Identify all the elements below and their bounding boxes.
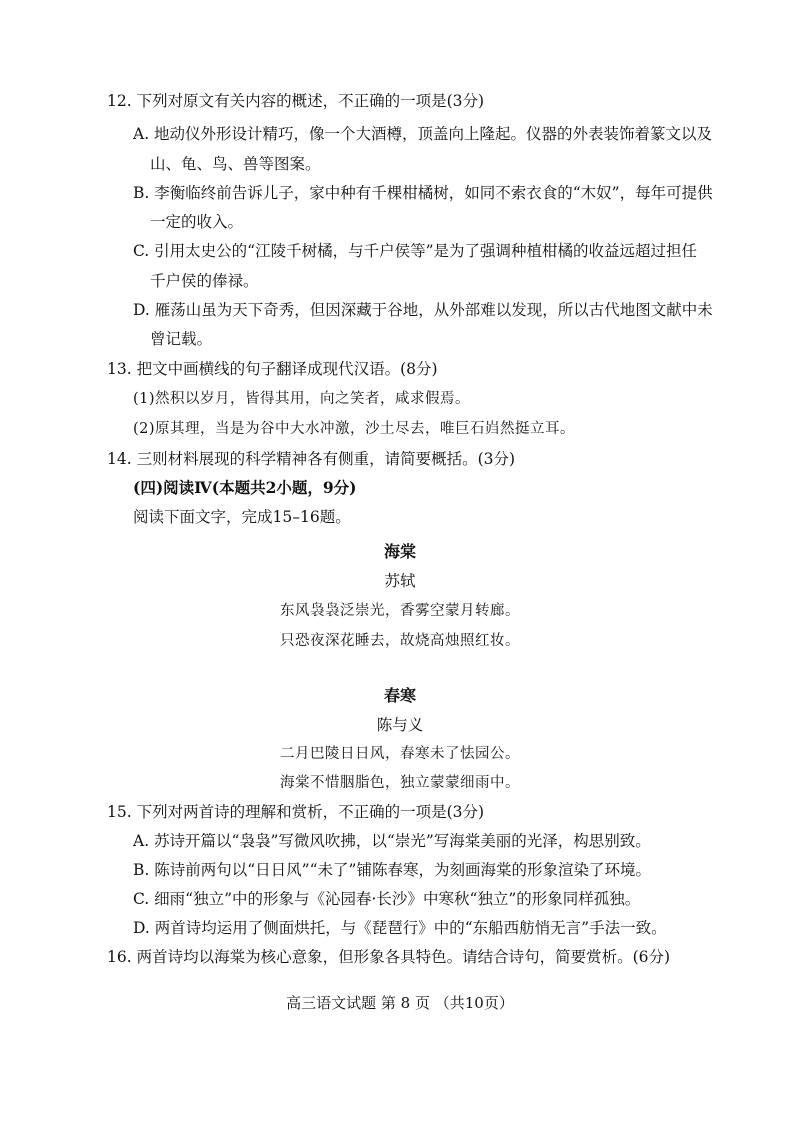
q15-option-b: B. 陈诗前两句以“日日风”“未了”铺陈春寒，为刻画海棠的形象渲染了环境。 xyxy=(133,861,651,879)
q12-option-c-cont: 千户侯的俸禄。 xyxy=(150,272,259,290)
poem-1-line-1: 东风袅袅泛崇光，香雾空蒙月转廊。 xyxy=(280,603,520,619)
poem-1-author: 苏轼 xyxy=(384,572,416,590)
q12-stem: 12. 下列对原文有关内容的概述，不正确的一项是(3分) xyxy=(107,92,485,110)
q15-stem: 15. 下列对两首诗的理解和赏析，不正确的一项是(3分) xyxy=(107,803,485,821)
page-footer: 高三语文试题 第 8 页 （共10页） xyxy=(286,994,514,1012)
q12-option-c: C. 引用太史公的“江陵千树橘，与千户侯等”是为了强调种植柑橘的收益远超过担任 xyxy=(133,242,698,260)
poem-1-title: 海棠 xyxy=(383,542,416,561)
q12-option-a: A. 地动仪外形设计精巧，像一个大酒樽，顶盖向上隆起。仪器的外表装饰着篆文以及 xyxy=(133,125,713,143)
poem-2-line-2: 海棠不惜胭脂色，独立蒙蒙细雨中。 xyxy=(280,775,520,791)
q15-option-c: C. 细雨“独立”中的形象与《沁园春·长沙》中寒秋“独立”的形象同样孤独。 xyxy=(133,890,641,908)
q15-option-a: A. 苏诗开篇以“袅袅”写微风吹拂，以“崇光”写海棠美丽的光泽，构思别致。 xyxy=(133,832,651,850)
q13-sentence-1: (1)然积以岁月，皆得其用，向之笑者，咸求假焉。 xyxy=(133,391,471,407)
q16-stem: 16. 两首诗均以海棠为核心意象，但形象各具特色。请结合诗句，简要赏析。(6分) xyxy=(107,948,671,966)
poem-2-title: 春寒 xyxy=(383,686,416,705)
q15-option-d: D. 两首诗均运用了侧面烘托，与《琵琶行》中的“东船西舫悄无言”手法一致。 xyxy=(133,919,667,937)
q12-option-b-cont: 一定的收入。 xyxy=(150,213,244,231)
section-instruction: 阅读下面文字，完成15–16题。 xyxy=(133,508,351,526)
q12-option-d-cont: 曾记载。 xyxy=(150,330,213,348)
q13-stem: 13. 把文中画横线的句子翻译成现代汉语。(8分) xyxy=(107,360,438,378)
poem-2-line-1: 二月巴陵日日风，春寒未了怯园公。 xyxy=(280,746,520,762)
q12-option-a-cont: 山、龟、鸟、兽等图案。 xyxy=(150,155,321,173)
q12-option-d: D. 雁荡山虽为天下奇秀，但因深藏于谷地，从外部难以发现，所以古代地图文献中未 xyxy=(133,301,713,319)
q12-option-b: B. 李衡临终前告诉儿子，家中种有千棵柑橘树，如同不索衣食的“木奴”，每年可提供 xyxy=(133,184,713,202)
q14-stem: 14. 三则材料展现的科学精神各有侧重，请简要概括。(3分) xyxy=(107,450,516,468)
poem-2-author: 陈与义 xyxy=(376,716,424,734)
poem-1-line-2: 只恐夜深花睡去，故烧高烛照红妆。 xyxy=(280,633,520,649)
q13-sentence-2: (2)原其理，当是为谷中大水冲激，沙土尽去，唯巨石岿然挺立耳。 xyxy=(133,421,576,437)
section-heading: (四)阅读Ⅳ(本题共2小题，9分) xyxy=(133,478,357,497)
